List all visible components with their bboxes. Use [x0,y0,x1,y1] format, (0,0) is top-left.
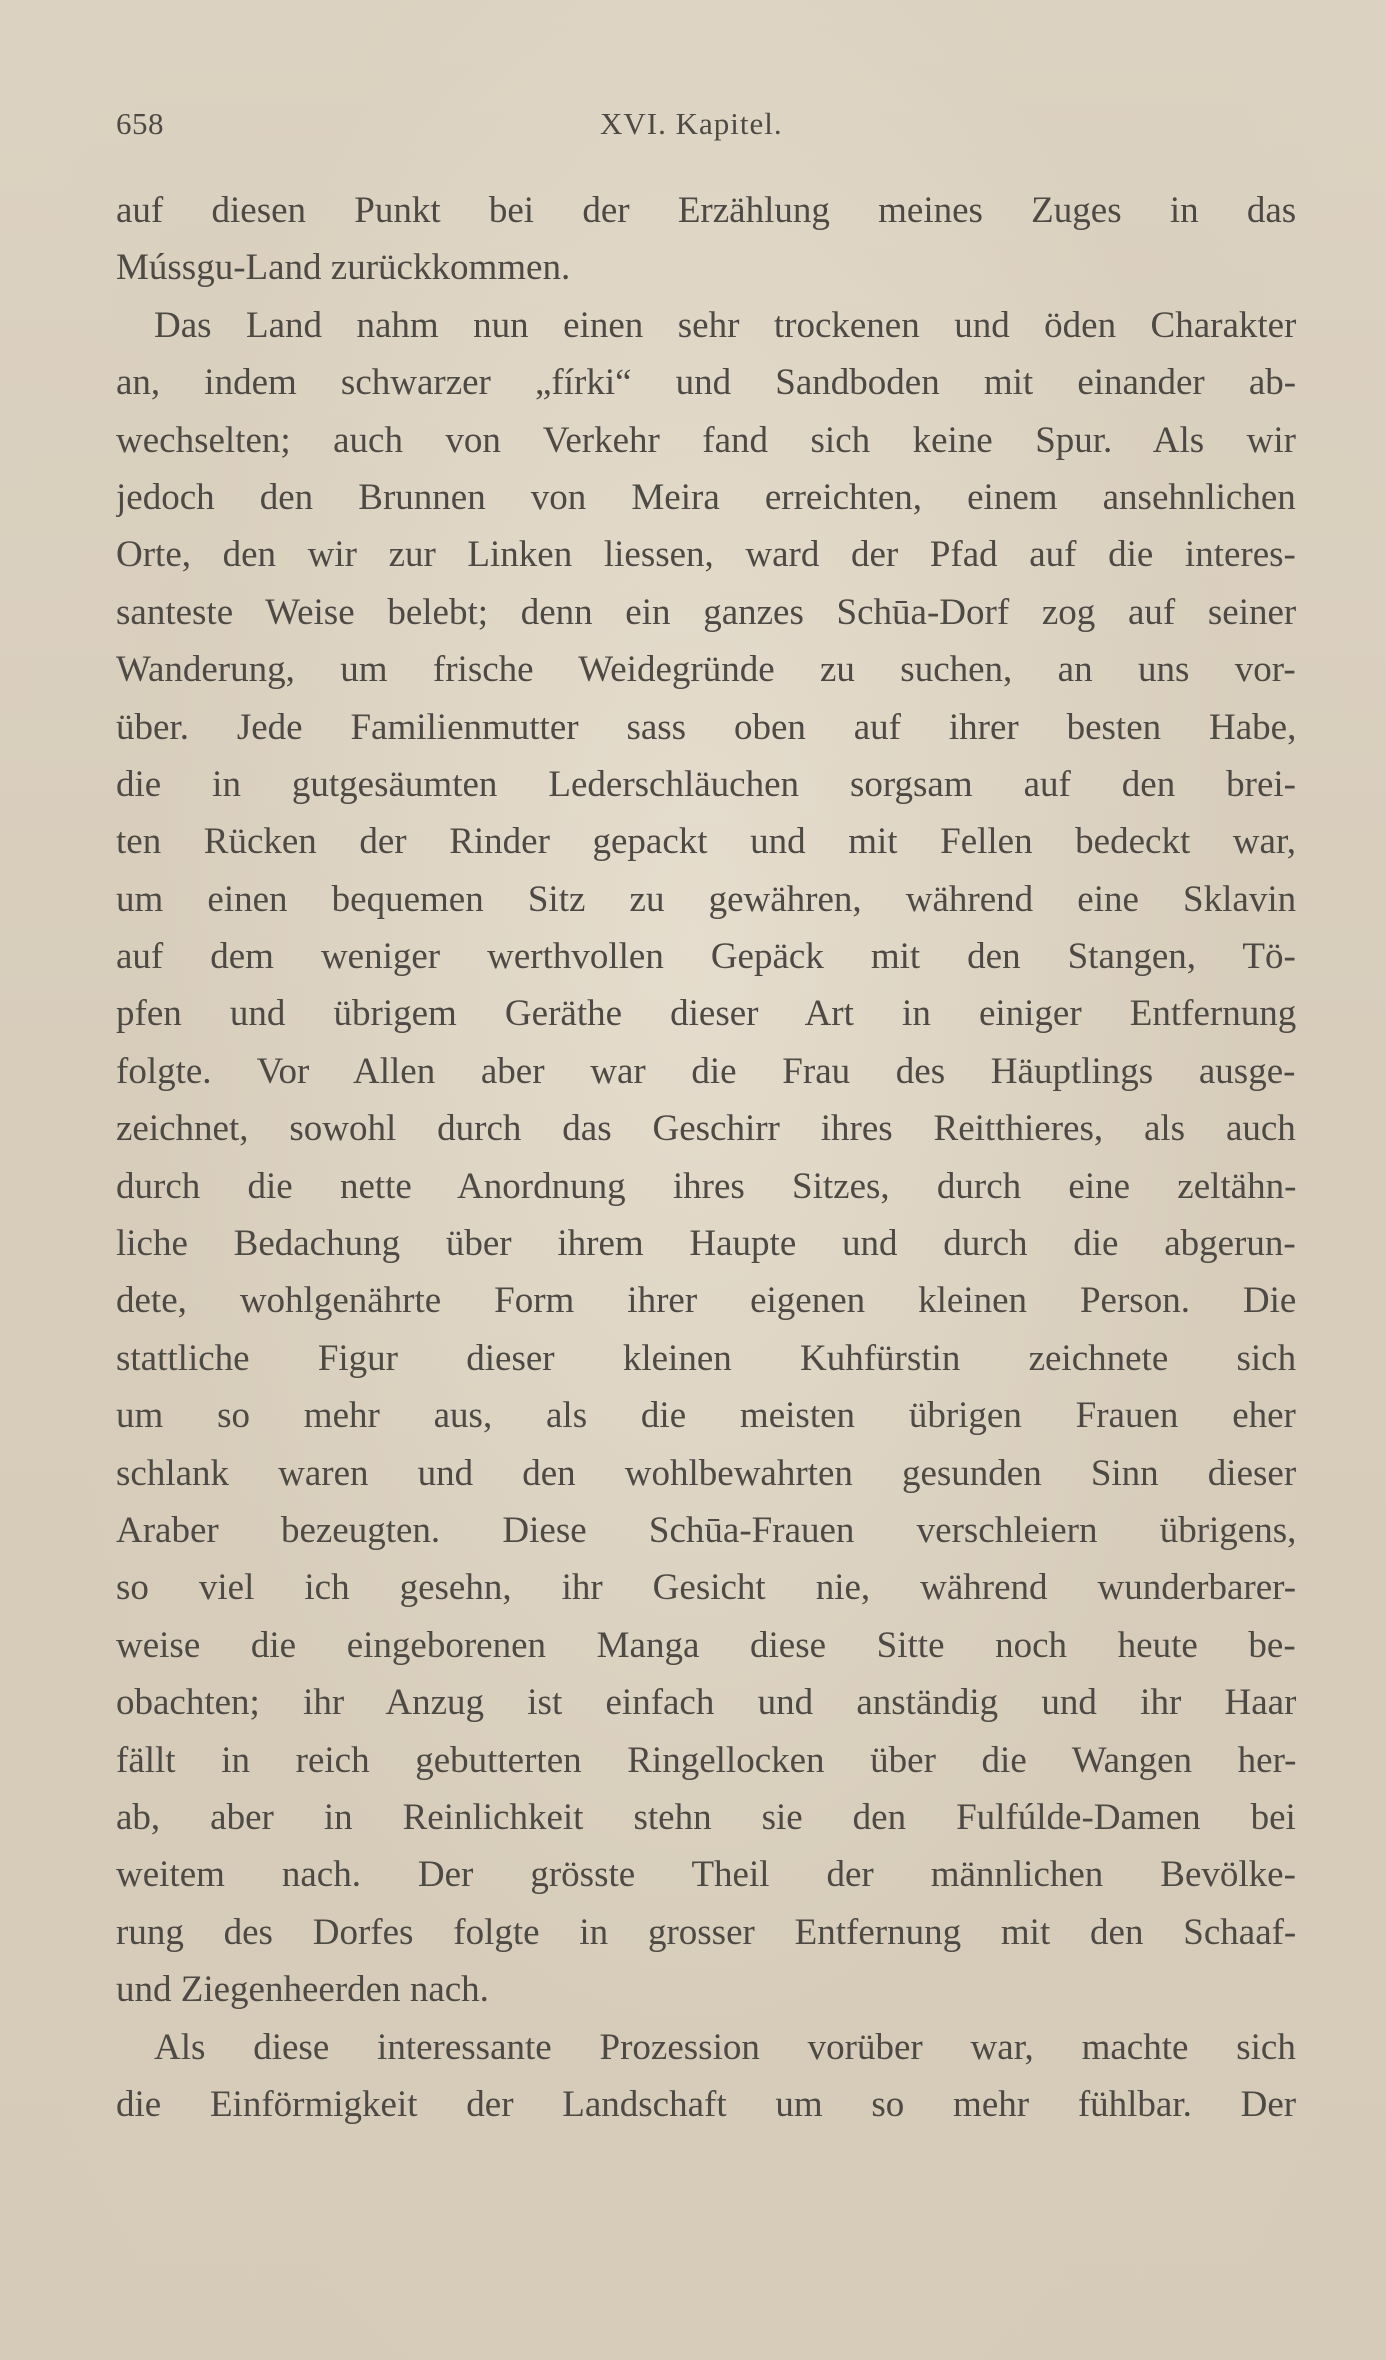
text-line: dete, wohlgenährte Form ihrer eigenen kleinen Person. Die [116,1280,1296,1322]
text-line: um so mehr aus, als die meisten übrigen Frauen eher [116,1395,1296,1437]
text-line: liche Bedachung über ihrem Haupte und durch die abgerun- [116,1223,1296,1265]
text-line: weitem nach. Der grösste Theil der männlichen Bevölke- [116,1854,1296,1896]
text-line: über. Jede Familienmutter sass oben auf ihrer besten Habe, [116,706,1296,748]
text-line: jedoch den Brunnen von Meira erreichten, einem ansehnlichen [116,476,1296,518]
text-line: Mússgu-Land zurückkommen. [116,247,571,289]
text-line: santeste Weise belebt; denn ein ganzes Schūa-Dorf zog auf seiner [116,591,1296,633]
text-line: ten Rücken der Rinder gepackt und mit Fellen bedeckt war, [116,821,1296,863]
text-line: ab, aber in Reinlichkeit stehn sie den Fulfúlde-Damen bei [116,1796,1296,1838]
text-line: obachten; ihr Anzug ist einfach und anständig und ihr Haar [116,1682,1296,1724]
text-line: schlank waren und den wohlbewahrten gesunden Sinn dieser [116,1452,1296,1494]
text-line: fällt in reich gebutterten Ringellocken über die Wangen her- [116,1739,1296,1781]
text-line: wechselten; auch von Verkehr fand sich keine Spur. Als wir [116,419,1296,461]
text-line: die in gutgesäumten Lederschläuchen sorgsam auf den brei- [116,763,1296,805]
text-line: so viel ich gesehn, ihr Gesicht nie, während wunderbarer- [116,1567,1296,1609]
body-text [116,182,1296,2133]
text-line: und Ziegenheerden nach. [116,1969,489,2011]
text-line: Als diese interessante Prozession vorüber war, machte sich [154,2026,1296,2068]
text-line: an, indem schwarzer „fírki“ und Sandboden mit einander ab- [116,362,1296,404]
text-line: rung des Dorfes folgte in grosser Entfernung mit den Schaaf- [116,1911,1296,1953]
text-line: Wanderung, um frische Weidegründe zu suchen, an uns vor- [116,649,1296,691]
text-line: durch die nette Anordnung ihres Sitzes, durch eine zeltähn- [116,1165,1296,1207]
text-line: stattliche Figur dieser kleinen Kuhfürstin zeichnete sich [116,1337,1296,1379]
text-line: Das Land nahm nun einen sehr trockenen und öden Charakter [154,304,1296,346]
page-number: 658 [116,106,164,141]
text-line: auf dem weniger werthvollen Gepäck mit den Stangen, Tö- [116,936,1296,978]
text-line: um einen bequemen Sitz zu gewähren, während eine Sklavin [116,878,1296,920]
text-line: folgte. Vor Allen aber war die Frau des Häuptlings ausge- [116,1050,1296,1092]
text-line: weise die eingeborenen Manga diese Sitte noch heute be- [116,1624,1296,1666]
text-line: Araber bezeugten. Diese Schūa-Frauen verschleiern übrigens, [116,1509,1296,1551]
text-line: die Einförmigkeit der Landschaft um so mehr fühlbar. Der [116,2083,1296,2125]
text-line: zeichnet, sowohl durch das Geschirr ihres Reitthieres, als auch [116,1108,1296,1150]
text-line: pfen und übrigem Geräthe dieser Art in einiger Entfernung [116,993,1296,1035]
text-line: Orte, den wir zur Linken liessen, ward der Pfad auf die interes- [116,534,1296,576]
running-head: XVI. Kapitel. [600,106,783,141]
text-line: auf diesen Punkt bei der Erzählung meines Zuges in das [116,190,1296,231]
page-header [116,106,1296,150]
